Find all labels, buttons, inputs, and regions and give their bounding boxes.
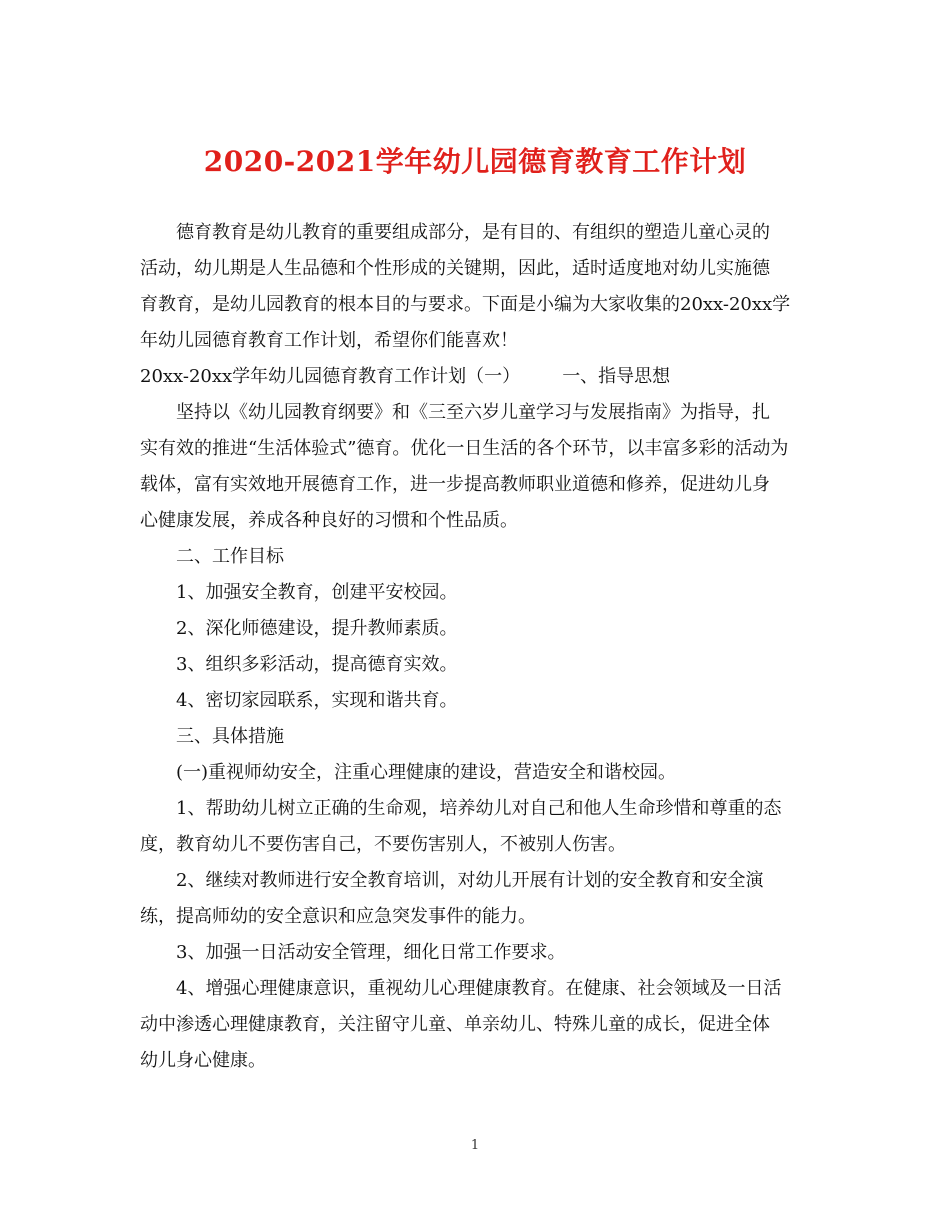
document-body — [140, 215, 812, 1079]
measure-line: 练，提高师幼的安全意识和应急突发事件的能力。 — [140, 906, 536, 927]
page-number: 1 — [470, 1138, 480, 1153]
measure-line: 4、增强心理健康意识，重视幼儿心理健康教育。在健康、社会领域及一日活 — [176, 978, 782, 999]
goal-item: 2、深化师德建设，提升教师素质。 — [176, 618, 458, 639]
measure-line: 2、继续对教师进行安全教育培训，对幼儿开展有计划的安全教育和安全演 — [176, 870, 764, 891]
goal-item: 4、密切家园联系，实现和谐共育。 — [176, 690, 458, 711]
goal-item: 1、加强安全教育，创建平安校园。 — [176, 582, 458, 603]
paragraph-line: 载体，富有实效地开展德育工作，进一步提高教师职业道德和修养，促进幼儿身 — [140, 474, 770, 495]
section-heading-measures: 三、具体措施 — [176, 726, 284, 747]
measure-line: 动中渗透心理健康教育，关注留守儿童、单亲幼儿、特殊儿童的成长，促进全体 — [140, 1014, 770, 1035]
intro-line: 年幼儿园德育教育工作计划，希望你们能喜欢！ — [140, 330, 518, 351]
intro-line: 活动，幼儿期是人生品德和个性形成的关键期，因此，适时适度地对幼儿实施德 — [140, 258, 770, 279]
measure-line: 幼儿身心健康。 — [140, 1050, 266, 1071]
plan-heading-row — [140, 359, 812, 395]
measure-line: 度，教育幼儿不要伤害自己，不要伤害别人，不被别人伤害。 — [140, 834, 626, 855]
paragraph-line: 实有效的推进“生活体验式”德育。优化一日生活的各个环节，以丰富多彩的活动为 — [140, 438, 789, 459]
goal-item: 3、组织多彩活动，提高德育实效。 — [176, 654, 458, 675]
plan-heading: 20xx-20xx学年幼儿园德育教育工作计划（一） — [140, 366, 521, 387]
intro-line: 育教育，是幼儿园教育的根本目的与要求。下面是小编为大家收集的20xx-20xx学 — [140, 294, 791, 315]
paragraph-line: 坚持以《幼儿园教育纲要》和《三至六岁儿童学习与发展指南》为指导，扎 — [176, 402, 770, 423]
subsection-heading: (一)重视师幼安全，注重心理健康的建设，营造安全和谐校园。 — [176, 762, 677, 783]
measure-line: 1、帮助幼儿树立正确的生命观，培养幼儿对自己和他人生命珍惜和尊重的态 — [176, 798, 782, 819]
intro-line: 德育教育是幼儿教育的重要组成部分，是有目的、有组织的塑造儿童心灵的 — [176, 222, 770, 243]
paragraph-line: 心健康发展，养成各种良好的习惯和个性品质。 — [140, 510, 518, 531]
section-heading-goals: 二、工作目标 — [176, 546, 284, 567]
section-heading-guiding-thought: 一、指导思想 — [562, 366, 671, 387]
document-title: 2020-2021学年幼儿园德育教育工作计划 — [203, 145, 747, 178]
measure-line: 3、加强一日活动安全管理，细化日常工作要求。 — [176, 942, 566, 963]
